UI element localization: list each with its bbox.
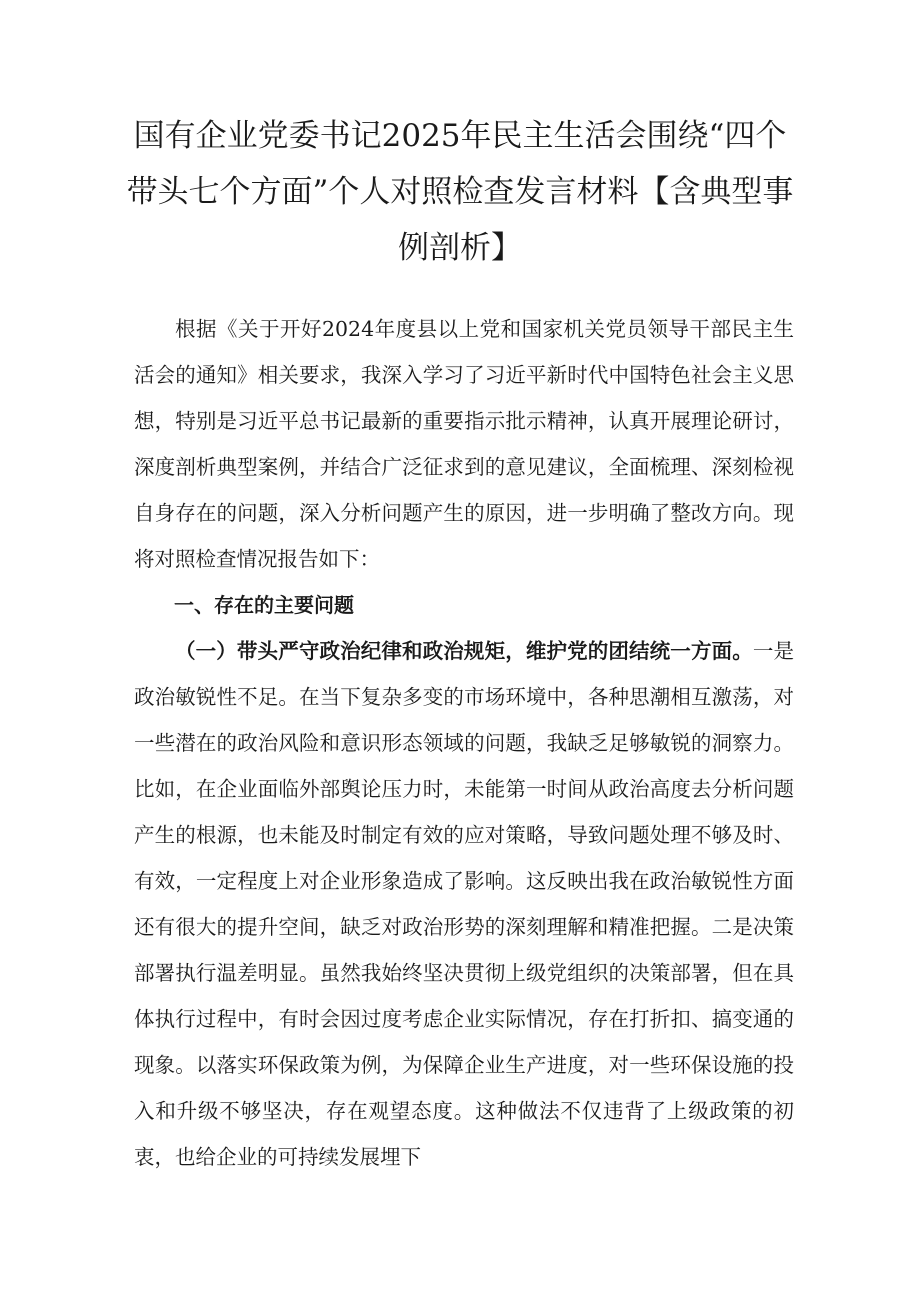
subsection-body: 一是政治敏锐性不足。在当下复杂多变的市场环境中，各种思潮相互激荡，对一些潜在的政治风险和意识形态领域的问题，我缺乏足够敏锐的洞察力。比如，在企业面临外部舆论压力时，未能第一时间从政治高度去分析问题产生的根源，也未能及时制定有效的应对策略，导致问题处理不够及时、有效，一定程度上对企业形象造成了影响。这反映出我在政治敏锐性方面还有很大的提升空间，缺乏对政治形势的深刻理解和精准把握。二是决策部署执行温差明显。虽然我始终坚决贯彻上级党组织的决策部署，但在具体执行过程中，有时会因过度考虑企业实际情况，存在打折扣、搞变通的现象。以落实环保政策为例，为保障企业生产进度，对一些环保设施的投入和升级不够坚决，存在观望态度。这种做法不仅违背了上级政策的初衷，也给企业的可持续发展埋下 [134, 639, 795, 1169]
subsection-paragraph [134, 628, 794, 1180]
document-body [134, 306, 794, 1180]
subsection-heading: （一）带头严守政治纪律和政治规矩，维护党的团结统一方面。 [175, 639, 753, 663]
intro-paragraph: 根据《关于开好2024年度县以上党和国家机关党员领导干部民主生活会的通知》相关要求，我深入学习了习近平新时代中国特色社会主义思想，特别是习近平总书记最新的重要指示批示精神，认真开展理论研讨，深度剖析典型案例，并结合广泛征求到的意见建议，全面梳理、深刻检视自身存在的问题，深入分析问题产生的原因，进一步明确了整改方向。现将对照检查情况报告如下： [134, 317, 794, 571]
section-heading-problems: 一、存在的主要问题 [174, 593, 354, 617]
document-title: 国有企业党委书记2025年民主生活会围绕“四个带头七个方面”个人对照检查发言材料【含典型事例剖析】 [126, 118, 794, 266]
